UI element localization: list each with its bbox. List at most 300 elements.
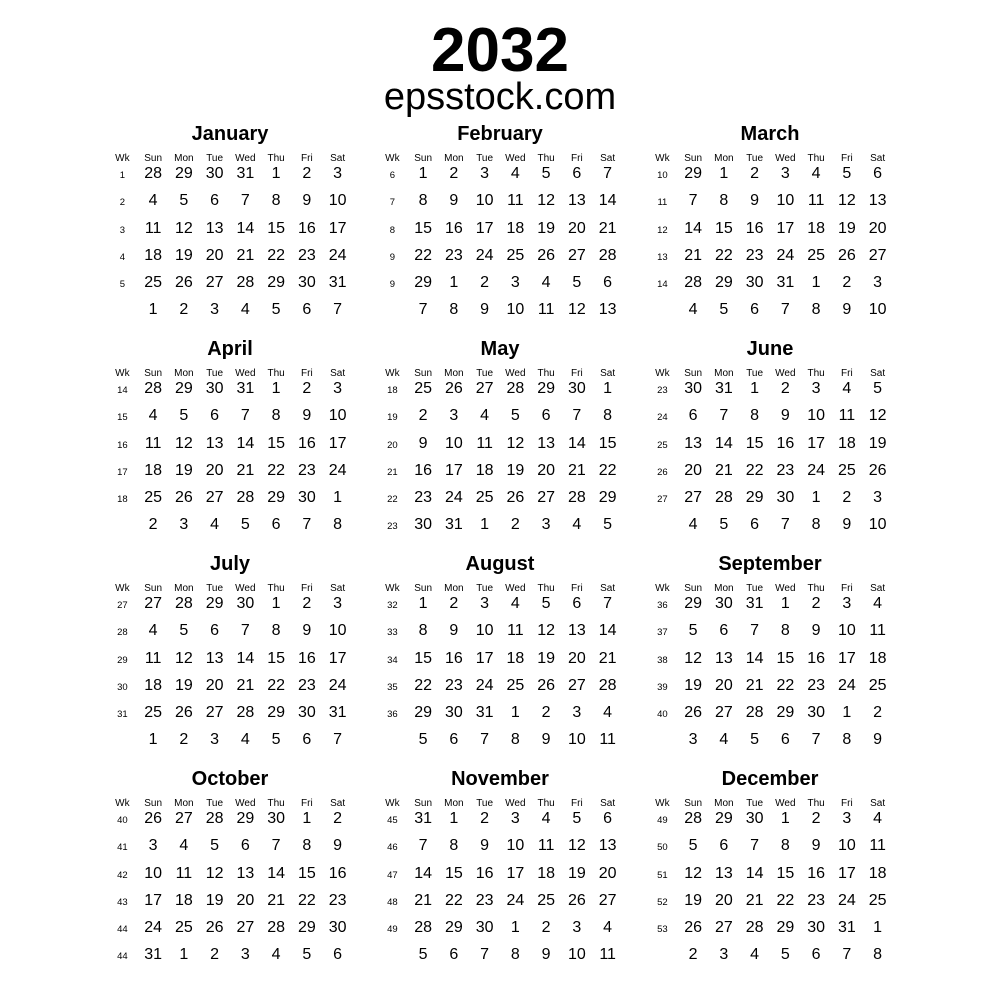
week-row xyxy=(647,620,893,642)
week-row xyxy=(377,890,623,912)
week-row xyxy=(377,433,623,455)
day-cell: 27 xyxy=(598,892,617,909)
day-cell: 22 xyxy=(598,462,617,479)
week-number: 36 xyxy=(387,709,398,720)
day-cell: 12 xyxy=(174,434,193,452)
week-number xyxy=(107,729,138,751)
day-cell: 28 xyxy=(745,704,764,721)
day-cell: 2 xyxy=(750,165,760,182)
week-number xyxy=(647,729,678,751)
day-cell: 14 xyxy=(267,864,286,882)
week-number: 44 xyxy=(117,924,128,935)
day-cell: 21 xyxy=(267,892,286,909)
day-cell: 12 xyxy=(174,649,193,667)
day-cell: 19 xyxy=(537,649,556,667)
day-cell: 9 xyxy=(780,407,790,424)
day-cell: 8 xyxy=(418,192,428,209)
day-cell: 3 xyxy=(449,407,459,424)
day-cell: 24 xyxy=(776,247,795,264)
week-row xyxy=(107,460,353,482)
day-cell: 4 xyxy=(873,810,883,827)
weekday-header-tue: Tue xyxy=(476,798,494,809)
weekday-header-tue: Tue xyxy=(746,798,764,809)
week-row xyxy=(647,460,893,482)
day-cell: 30 xyxy=(267,810,286,827)
week-row xyxy=(107,702,353,724)
day-cell: 2 xyxy=(811,810,821,827)
month-title: October xyxy=(191,768,269,790)
day-cell: 28 xyxy=(205,810,224,827)
week-row xyxy=(377,863,623,885)
day-cell: 7 xyxy=(572,407,582,424)
day-cell: 20 xyxy=(567,649,586,667)
day-cell: 4 xyxy=(148,622,158,639)
day-cell: 21 xyxy=(236,247,255,264)
day-cell: 28 xyxy=(236,489,255,506)
day-cell: 28 xyxy=(684,274,703,291)
day-cell: 25 xyxy=(475,489,494,506)
week-number: 15 xyxy=(117,412,128,423)
day-cell: 4 xyxy=(240,731,250,748)
day-cell: 24 xyxy=(328,677,347,694)
day-cell: 8 xyxy=(842,731,852,748)
day-cell: 23 xyxy=(444,247,463,264)
weekday-header-wed: Wed xyxy=(775,583,796,594)
day-cell: 3 xyxy=(842,810,852,827)
weekday-header-tue: Tue xyxy=(206,153,224,164)
week-row xyxy=(647,675,893,697)
day-cell: 31 xyxy=(444,516,463,533)
weekday-header-tue: Tue xyxy=(476,153,494,164)
day-cell: 3 xyxy=(480,595,490,612)
week-row xyxy=(107,835,353,857)
day-cell: 4 xyxy=(210,516,220,533)
month-december xyxy=(647,765,893,980)
weekday-header-thu: Thu xyxy=(807,798,825,809)
day-cell: 3 xyxy=(811,380,821,397)
day-cell: 18 xyxy=(868,649,887,667)
day-cell: 9 xyxy=(480,837,490,854)
weekday-header-thu: Thu xyxy=(267,798,285,809)
day-cell: 26 xyxy=(144,810,163,827)
day-cell: 6 xyxy=(750,516,760,533)
day-cell: 3 xyxy=(333,380,343,397)
day-cell: 29 xyxy=(444,919,463,936)
day-cell: 11 xyxy=(144,434,162,452)
week-row xyxy=(647,702,893,724)
day-cell: 10 xyxy=(567,731,586,748)
day-cell: 2 xyxy=(510,516,520,533)
day-cell: 13 xyxy=(598,837,617,854)
day-cell: 9 xyxy=(302,192,312,209)
day-cell: 21 xyxy=(684,247,703,264)
day-cell: 8 xyxy=(811,301,821,318)
weekday-header-wed: Wed xyxy=(505,798,526,809)
day-cell: 10 xyxy=(444,434,463,452)
week-number: 34 xyxy=(387,654,398,666)
week-number: 31 xyxy=(117,709,128,720)
day-cell: 7 xyxy=(302,516,312,533)
day-cell: 3 xyxy=(148,837,158,854)
day-cell: 17 xyxy=(444,462,463,479)
day-cell: 31 xyxy=(414,810,433,827)
day-cell: 12 xyxy=(205,864,224,882)
day-cell: 17 xyxy=(328,219,347,237)
day-cell: 8 xyxy=(418,622,428,639)
day-cell: 1 xyxy=(603,380,613,397)
day-cell: 9 xyxy=(418,434,428,452)
day-cell: 13 xyxy=(868,192,887,209)
day-cell: 28 xyxy=(236,274,255,291)
day-cell: 7 xyxy=(333,301,343,318)
month-november xyxy=(377,765,623,980)
day-cell: 6 xyxy=(240,837,250,854)
month-title: September xyxy=(718,553,822,575)
day-cell: 27 xyxy=(714,704,733,721)
day-cell: 1 xyxy=(418,595,428,612)
day-cell: 30 xyxy=(567,380,586,397)
week-number: 18 xyxy=(387,385,398,396)
day-cell: 24 xyxy=(506,892,525,909)
week-row xyxy=(377,514,623,536)
weekday-header-thu: Thu xyxy=(807,368,825,379)
day-cell: 8 xyxy=(271,622,281,639)
day-cell: 6 xyxy=(719,837,729,854)
weekday-header-wk: Wk xyxy=(115,368,130,379)
day-cell: 4 xyxy=(603,919,613,936)
day-cell: 4 xyxy=(148,407,158,424)
day-cell: 4 xyxy=(811,165,821,182)
day-cell: 16 xyxy=(414,462,433,479)
day-cell: 7 xyxy=(842,946,852,963)
day-cell: 22 xyxy=(414,677,433,694)
day-cell: 31 xyxy=(837,919,856,936)
weekday-header-fri: Fri xyxy=(571,368,583,379)
day-cell: 17 xyxy=(475,649,494,667)
day-cell: 13 xyxy=(205,434,224,452)
week-number: 33 xyxy=(387,627,398,638)
week-number xyxy=(107,299,138,321)
day-cell: 9 xyxy=(541,731,551,748)
weekday-header-wed: Wed xyxy=(505,153,526,164)
day-cell: 29 xyxy=(745,489,764,506)
day-cell: 5 xyxy=(572,274,582,291)
day-cell: 6 xyxy=(750,301,760,318)
day-cell: 7 xyxy=(719,407,729,424)
day-cell: 30 xyxy=(745,274,764,291)
weekday-header-fri: Fri xyxy=(301,798,313,809)
day-cell: 25 xyxy=(506,247,525,264)
week-number: 24 xyxy=(657,412,668,423)
day-cell: 7 xyxy=(418,837,428,854)
day-cell: 28 xyxy=(684,810,703,827)
weekday-header-tue: Tue xyxy=(206,368,224,379)
day-cell: 23 xyxy=(328,892,347,909)
day-cell: 10 xyxy=(567,946,586,963)
day-cell: 17 xyxy=(776,219,795,237)
day-cell: 29 xyxy=(714,810,733,827)
weekday-header-wed: Wed xyxy=(775,368,796,379)
weekday-header-mon: Mon xyxy=(714,153,734,164)
day-cell: 28 xyxy=(174,595,193,612)
day-cell: 21 xyxy=(598,649,617,667)
weekday-header-sun: Sun xyxy=(684,583,703,594)
day-cell: 10 xyxy=(475,192,494,209)
day-cell: 19 xyxy=(174,462,193,479)
day-cell: 16 xyxy=(297,219,316,237)
weekday-header-thu: Thu xyxy=(267,583,285,594)
week-number: 1 xyxy=(119,170,126,181)
day-cell: 30 xyxy=(205,380,224,397)
day-cell: 8 xyxy=(603,407,613,424)
weekday-header-sat: Sat xyxy=(600,798,616,809)
day-cell: 6 xyxy=(541,407,551,424)
week-number: 14 xyxy=(117,385,128,396)
day-cell: 10 xyxy=(837,837,856,854)
week-number: 32 xyxy=(387,600,398,611)
day-cell: 1 xyxy=(811,274,821,291)
day-cell: 16 xyxy=(745,219,764,237)
weekday-header-sat: Sat xyxy=(600,583,616,594)
day-cell: 14 xyxy=(598,622,617,639)
day-cell: 11 xyxy=(175,864,193,882)
day-cell: 1 xyxy=(873,919,883,936)
day-cell: 13 xyxy=(236,864,255,882)
day-cell: 11 xyxy=(537,837,555,854)
day-cell: 27 xyxy=(205,489,224,506)
day-cell: 9 xyxy=(873,731,883,748)
day-cell: 25 xyxy=(868,892,887,909)
week-row xyxy=(377,702,623,724)
day-cell: 24 xyxy=(444,489,463,506)
day-cell: 1 xyxy=(333,489,343,506)
week-row xyxy=(377,190,623,212)
weekday-header-wed: Wed xyxy=(235,153,256,164)
weekday-header-fri: Fri xyxy=(571,583,583,594)
day-cell: 27 xyxy=(144,595,163,612)
day-cell: 17 xyxy=(807,434,826,452)
day-cell: 8 xyxy=(719,192,729,209)
day-cell: 11 xyxy=(838,407,856,424)
day-cell: 25 xyxy=(506,677,525,694)
week-number: 4 xyxy=(119,252,126,263)
day-cell: 10 xyxy=(807,407,826,424)
day-cell: 10 xyxy=(328,622,347,639)
day-cell: 18 xyxy=(837,434,856,452)
day-cell: 6 xyxy=(780,731,790,748)
day-cell: 27 xyxy=(714,919,733,936)
day-cell: 5 xyxy=(179,622,189,639)
week-number: 12 xyxy=(657,224,668,236)
day-cell: 26 xyxy=(506,489,525,506)
day-cell: 30 xyxy=(807,704,826,721)
day-cell: 9 xyxy=(811,837,821,854)
week-number: 5 xyxy=(119,279,126,290)
week-number: 49 xyxy=(657,815,668,826)
day-cell: 28 xyxy=(144,380,163,397)
day-cell: 23 xyxy=(807,892,826,909)
day-cell: 10 xyxy=(506,301,525,318)
week-number: 45 xyxy=(387,815,398,826)
week-row xyxy=(377,272,623,294)
day-cell: 10 xyxy=(506,837,525,854)
weekday-header-sat: Sat xyxy=(870,153,886,164)
day-cell: 16 xyxy=(807,864,826,882)
day-cell: 3 xyxy=(333,165,343,182)
month-title: June xyxy=(746,338,794,360)
weekday-header-sun: Sun xyxy=(414,798,433,809)
day-cell: 6 xyxy=(572,595,582,612)
weekday-header-wk: Wk xyxy=(115,798,130,809)
day-cell: 22 xyxy=(776,677,795,694)
day-cell: 13 xyxy=(205,219,224,237)
day-cell: 11 xyxy=(869,622,886,639)
week-number: 51 xyxy=(657,869,668,881)
day-cell: 28 xyxy=(567,489,586,506)
day-cell: 24 xyxy=(837,677,856,694)
day-cell: 29 xyxy=(684,165,703,182)
day-cell: 12 xyxy=(837,192,856,209)
day-cell: 12 xyxy=(684,864,703,882)
day-cell: 16 xyxy=(297,649,316,667)
day-cell: 5 xyxy=(240,516,250,533)
week-number: 7 xyxy=(389,197,396,208)
day-cell: 18 xyxy=(537,864,556,882)
day-cell: 14 xyxy=(236,649,255,667)
week-row xyxy=(647,218,893,240)
month-september xyxy=(647,550,893,765)
day-cell: 30 xyxy=(205,165,224,182)
day-cell: 13 xyxy=(714,864,733,882)
day-cell: 30 xyxy=(776,489,795,506)
day-cell: 8 xyxy=(750,407,760,424)
week-row xyxy=(107,245,353,267)
day-cell: 15 xyxy=(267,649,286,667)
day-cell: 4 xyxy=(750,946,760,963)
month-may xyxy=(377,335,623,550)
week-number: 46 xyxy=(387,842,398,853)
day-cell: 4 xyxy=(572,516,582,533)
day-cell: 9 xyxy=(302,622,312,639)
week-row xyxy=(107,299,353,321)
weekday-header-sat: Sat xyxy=(870,798,886,809)
day-cell: 11 xyxy=(537,301,555,318)
day-cell: 17 xyxy=(328,434,347,452)
day-cell: 12 xyxy=(537,192,556,209)
day-cell: 5 xyxy=(688,622,698,639)
week-row xyxy=(647,190,893,212)
week-number: 13 xyxy=(657,252,668,263)
day-cell: 3 xyxy=(688,731,698,748)
month-title: July xyxy=(209,553,251,575)
day-cell: 17 xyxy=(144,892,163,909)
day-cell: 4 xyxy=(510,595,520,612)
day-cell: 11 xyxy=(507,192,524,209)
day-cell: 26 xyxy=(205,919,224,936)
weekday-header-fri: Fri xyxy=(841,368,853,379)
weekday-header-wk: Wk xyxy=(385,798,400,809)
day-cell: 14 xyxy=(567,434,586,452)
day-cell: 1 xyxy=(418,165,428,182)
day-cell: 29 xyxy=(776,919,795,936)
weekday-header-wed: Wed xyxy=(505,583,526,594)
week-row xyxy=(107,405,353,427)
day-cell: 1 xyxy=(811,489,821,506)
day-cell: 5 xyxy=(688,837,698,854)
day-cell: 22 xyxy=(267,462,286,479)
day-cell: 8 xyxy=(811,516,821,533)
day-cell: 17 xyxy=(837,864,856,882)
day-cell: 12 xyxy=(684,649,703,667)
day-cell: 15 xyxy=(598,434,617,452)
month-march xyxy=(647,120,893,335)
day-cell: 4 xyxy=(480,407,490,424)
day-cell: 22 xyxy=(267,677,286,694)
week-number: 27 xyxy=(657,494,668,505)
day-cell: 11 xyxy=(599,946,616,963)
week-row xyxy=(107,433,353,455)
week-row xyxy=(377,620,623,642)
month-january xyxy=(107,120,353,335)
week-number: 49 xyxy=(387,924,398,935)
day-cell: 26 xyxy=(174,274,193,291)
weekday-header-sat: Sat xyxy=(870,368,886,379)
week-number: 18 xyxy=(117,494,128,505)
day-cell: 1 xyxy=(271,165,281,182)
day-cell: 19 xyxy=(174,677,193,694)
day-cell: 31 xyxy=(475,704,494,721)
day-cell: 1 xyxy=(148,731,158,748)
day-cell: 3 xyxy=(179,516,189,533)
day-cell: 2 xyxy=(302,380,312,397)
week-row xyxy=(647,890,893,912)
weekday-header-thu: Thu xyxy=(807,153,825,164)
day-cell: 7 xyxy=(603,165,613,182)
weekday-header-wed: Wed xyxy=(505,368,526,379)
week-number xyxy=(377,729,408,751)
week-row xyxy=(647,487,893,509)
week-number: 50 xyxy=(657,842,668,853)
day-cell: 20 xyxy=(236,892,255,909)
week-row xyxy=(377,299,623,321)
day-cell: 25 xyxy=(144,704,163,721)
day-cell: 9 xyxy=(480,301,490,318)
weekday-header-mon: Mon xyxy=(444,798,464,809)
week-row xyxy=(647,299,893,321)
day-cell: 24 xyxy=(837,892,856,909)
day-cell: 5 xyxy=(750,731,760,748)
day-cell: 3 xyxy=(873,274,883,291)
week-row xyxy=(107,487,353,509)
day-cell: 8 xyxy=(780,837,790,854)
weekday-header-mon: Mon xyxy=(444,153,464,164)
day-cell: 26 xyxy=(174,489,193,506)
day-cell: 13 xyxy=(714,649,733,667)
day-cell: 6 xyxy=(449,731,459,748)
week-number: 28 xyxy=(117,627,128,638)
day-cell: 27 xyxy=(567,247,586,264)
day-cell: 18 xyxy=(868,864,887,882)
day-cell: 15 xyxy=(776,864,795,882)
day-cell: 10 xyxy=(868,516,887,533)
day-cell: 8 xyxy=(271,192,281,209)
day-cell: 30 xyxy=(807,919,826,936)
week-row xyxy=(107,944,353,966)
week-number: 9 xyxy=(389,252,396,263)
day-cell: 19 xyxy=(174,247,193,264)
day-cell: 4 xyxy=(510,165,520,182)
day-cell: 6 xyxy=(688,407,698,424)
